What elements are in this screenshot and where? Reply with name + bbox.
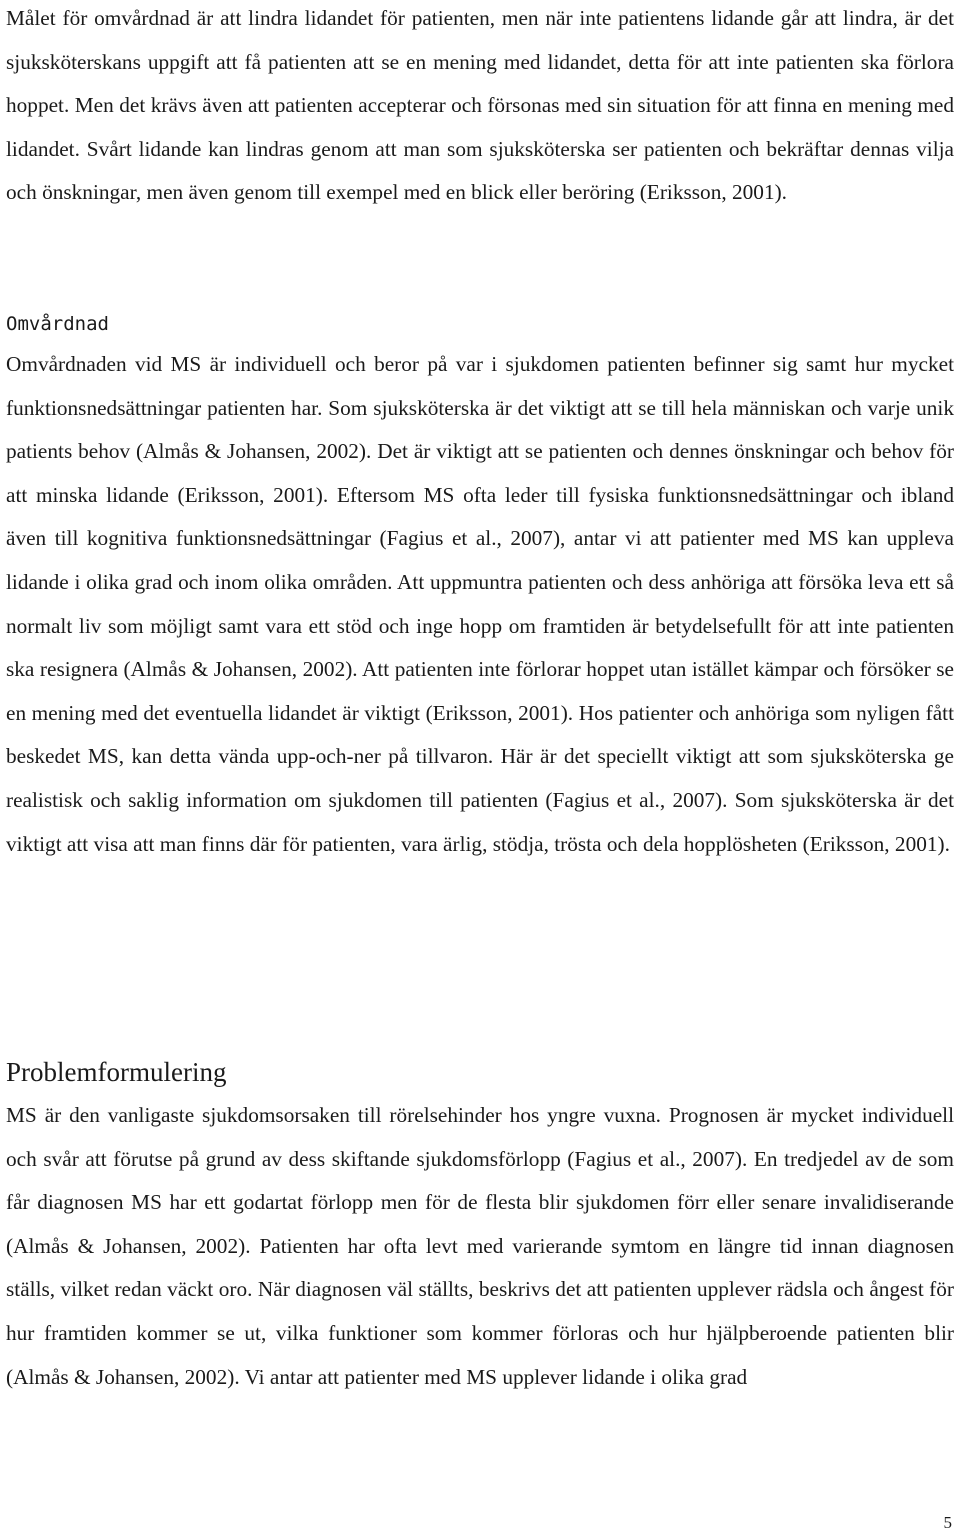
page-number: 5 bbox=[943, 1513, 952, 1532]
section-heading-problemformulering: Problemformulering bbox=[6, 1057, 227, 1087]
body-paragraph-problemformulering: MS är den vanligaste sjukdomsorsaken till rörelsehinder hos yngre vuxna. Prognosen är mycket individuell och svår att förutse på grund av dess skiftande sjukdomsförlopp (Fagius et al., 2007). En tredjedel av de som får diagnosen MS har ett godartat förlopp men för de flesta blir sjukdomen förr eller senare invalidiserande (Almås & Johansen, 2002). Patienten har ofta levt med varierande symtom en längre tid innan diagnosen ställs, vilket redan väckt oro. När diagnosen väl ställts, beskrivs det att patienten upplever rädsla och ångest för hur framtiden kommer se ut, vilka funktioner som kommer förloras och hur hjälpberoende patienten blir (Almås & Johansen, 2002). Vi antar att patienter med MS upplever lidande i olika grad bbox=[6, 1103, 954, 1389]
body-paragraph-suffering: Målet för omvårdnad är att lindra lidandet för patienten, men när inte patientens lidande går att lindra, är det sjuksköterskans uppgift att få patienten att se en mening med lidandet, detta för att inte patienten ska förlora hoppet. Men det krävs även att patienten accepterar och försonas med sin situation för att finna en mening med lidandet. Svårt lidande kan lindras genom att man som sjuksköterska ser patienten och bekräftar dennas vilja och önskningar, men även genom till exempel med en blick eller beröring (Eriksson, 2001). bbox=[6, 6, 954, 205]
body-paragraph-omvardnad: Omvårdnaden vid MS är individuell och beror på var i sjukdomen patienten befinner sig samt hur mycket funktionsnedsättningar patienten har. Som sjuksköterska är det viktigt att se till hela människan och varje unik patients behov (Almås & Johansen, 2002). Det är viktigt att se patienten och dennes önskningar och behov för att minska lidande (Eriksson, 2001). Eftersom MS ofta leder till fysiska funktionsnedsättningar och ibland även till kognitiva funktionsnedsättningar (Fagius et al., 2007), antar vi att patienter med MS kan uppleva lidande i olika grad och inom olika områden. Att uppmuntra patienten och dess anhöriga att försöka leva ett så normalt liv som möjligt samt vara ett stöd och inge hopp om framtiden är betydelsefullt för att inte patienten ska resignera (Almås & Johansen, 2002). Att patienten inte förlorar hoppet utan istället kämpar och försöker se en mening med det eventuella lidandet är viktigt (Eriksson, 2001). Hos patienter och anhöriga som nyligen fått beskedet MS, kan detta vända upp-och-ner på tillvaron. Här är det speciellt viktigt att som sjuksköterska ge realistisk och saklig information om sjukdomen till patienten (Fagius et al., 2007). Som sjuksköterska är det viktigt att visa att man finns där för patienten, vara ärlig, stödja, trösta och dela hopplösheten (Eriksson, 2001). bbox=[6, 352, 954, 856]
section-heading-omvardnad: Omvårdnad bbox=[6, 313, 109, 335]
